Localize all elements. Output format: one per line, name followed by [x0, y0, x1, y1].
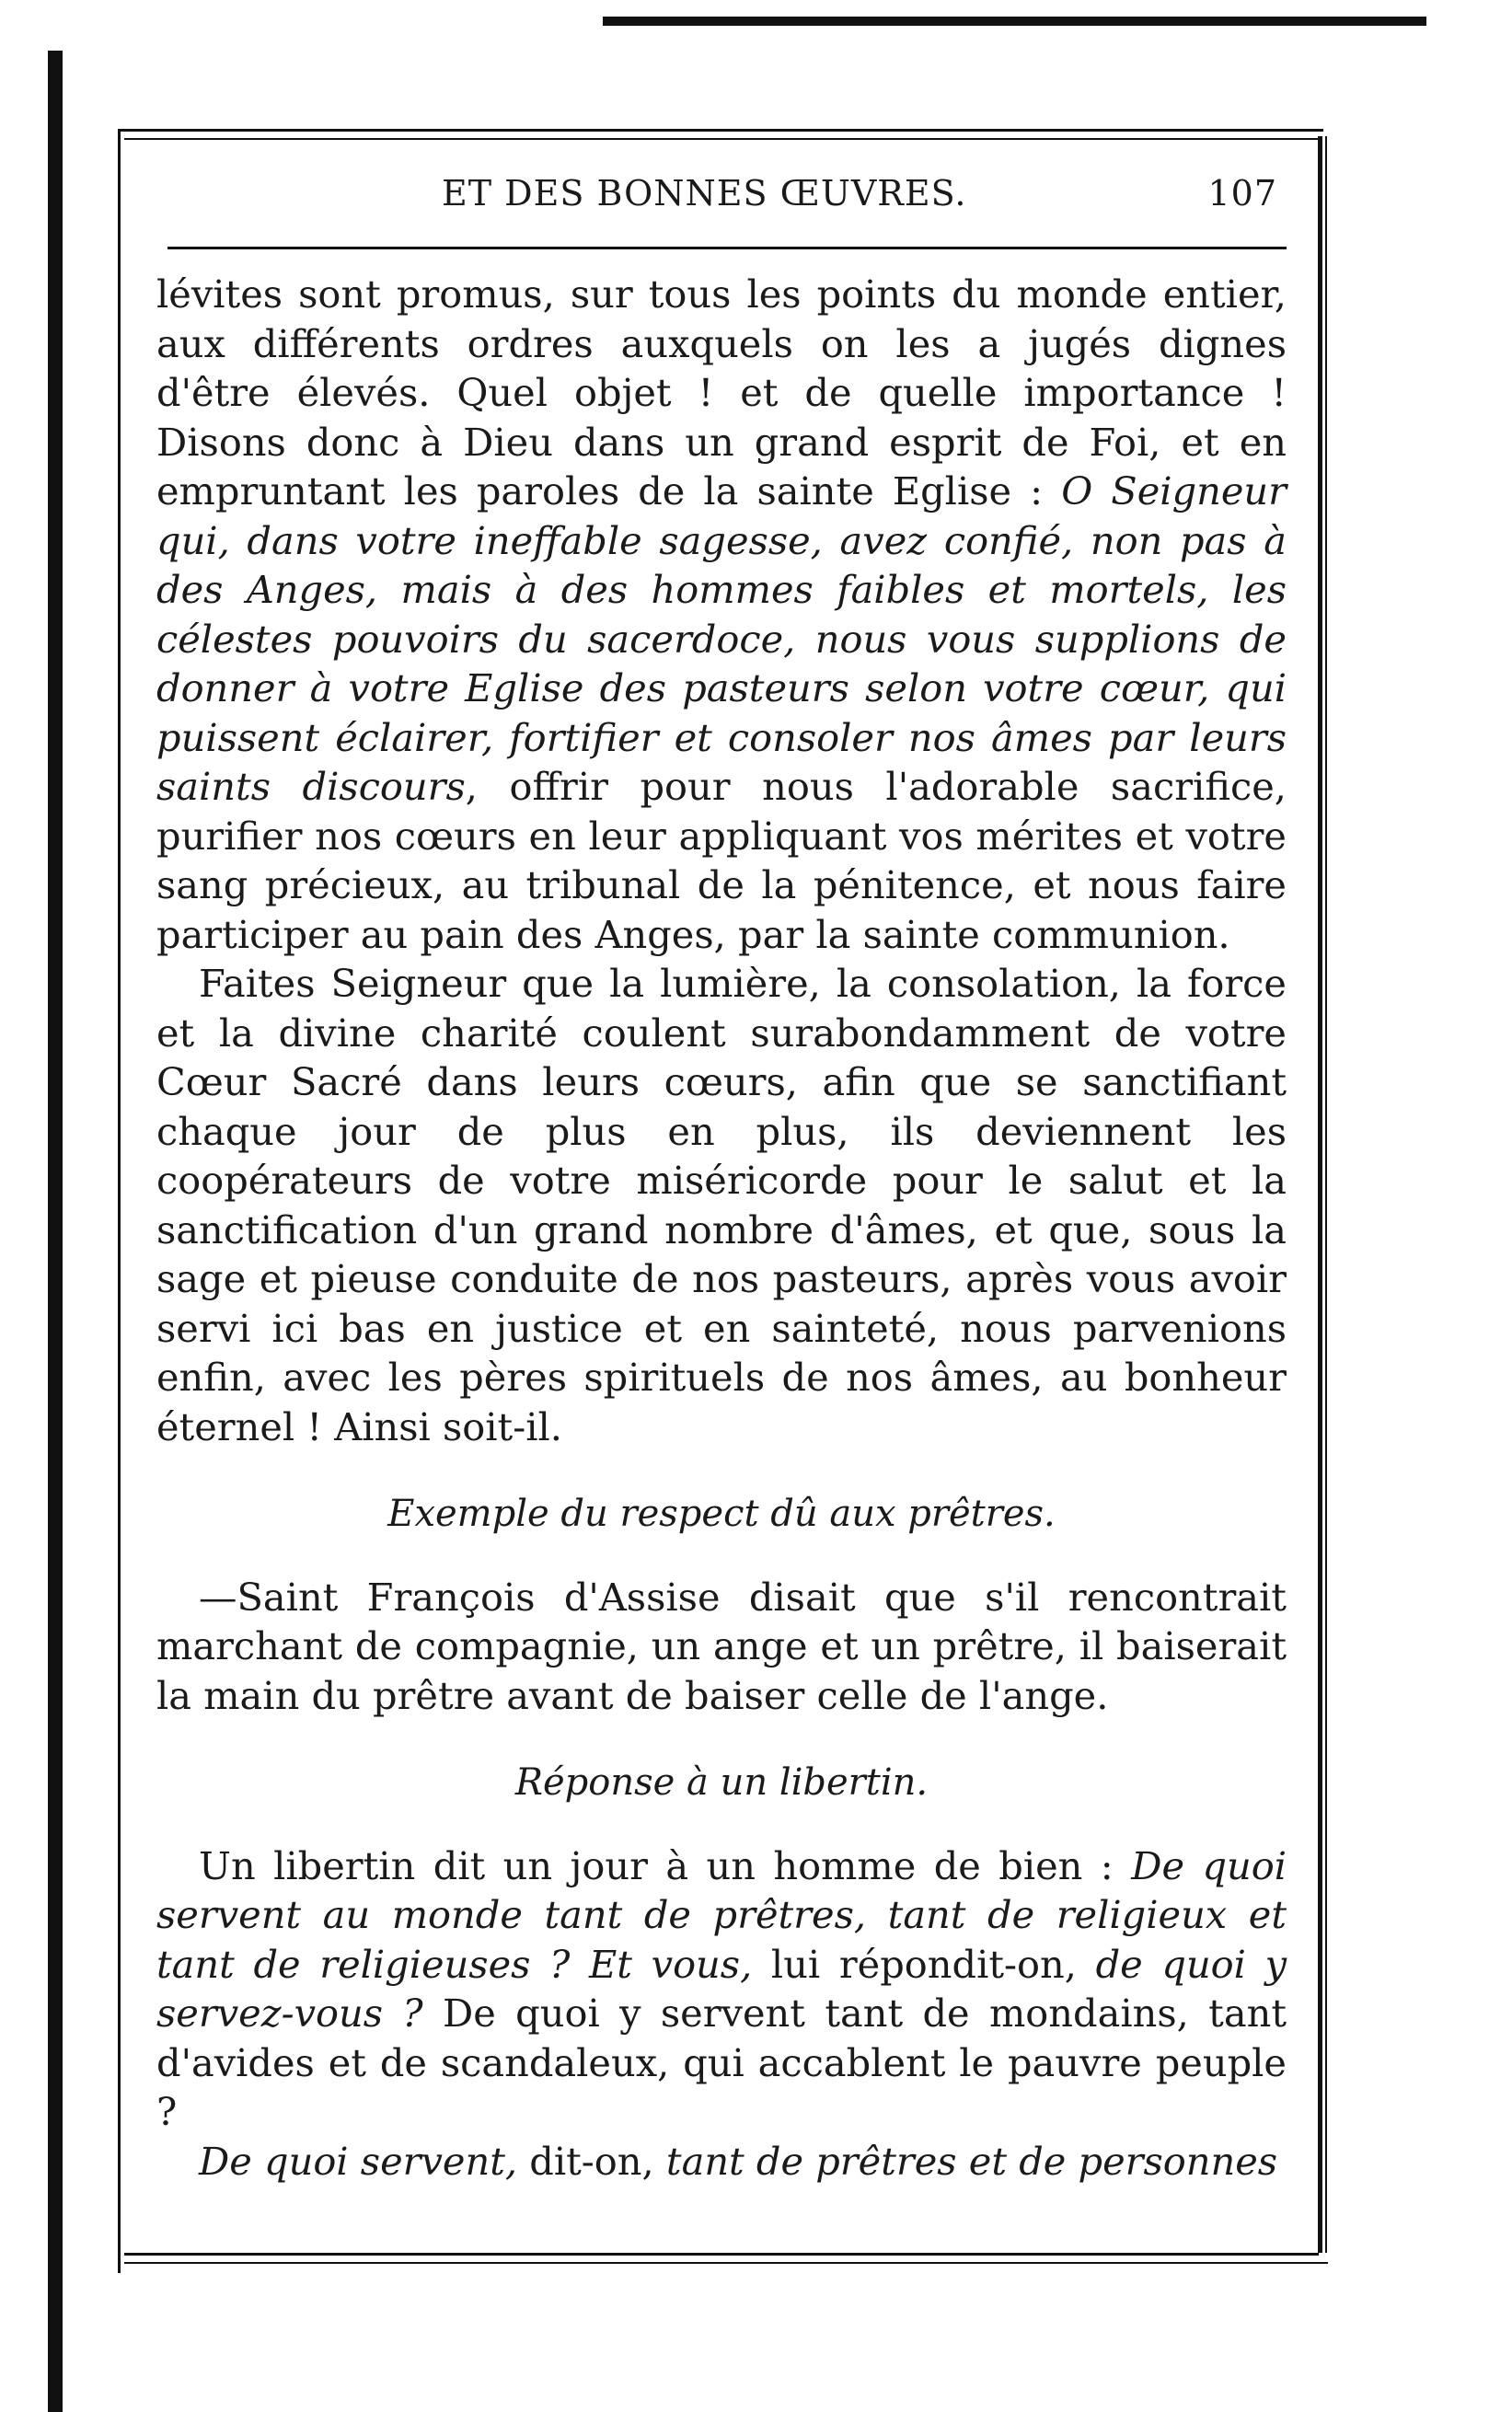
paragraph-1-text: lévites sont promus, sur tous les points du monde entier, aux différents ordres auxquels on les a jugés dignes d'être élevés. Quel objet ! et de quelle importance ! Disons donc à Dieu dans un grand esprit de Foi, et en empruntant les paroles de la sainte Eglise :	[156, 271, 1287, 514]
frame-top-rule	[120, 129, 1323, 132]
p4-f: de quoi y servez-vous ?	[156, 1941, 1287, 2036]
p4-a: Un libertin dit un jour à un homme de bien :	[199, 1842, 1132, 1888]
p4-d: Et vous,	[589, 1941, 753, 1987]
running-title: ET DES BONNES ŒUVRES.	[442, 173, 967, 214]
section-title-response: Réponse à un libertin.	[514, 1761, 929, 1804]
header-rule	[167, 247, 1287, 249]
paragraph-1-tail: , offrir pour nous l'adorable sacrifice, purifier nos cœurs en leur appliquant vos mérites et votre sang précieux, au tribunal de la pénitence, et nous faire participer au pain des Anges, par la sainte communion.	[156, 764, 1287, 957]
page-number: 107	[1207, 173, 1277, 214]
frame-bottom-rule-inner	[124, 2262, 1328, 2264]
p4-e: lui répondit-on,	[752, 1941, 1096, 1987]
paragraph-4	[156, 1841, 1287, 2137]
book-page	[147, 173, 1287, 2186]
p5-a: De quoi servent,	[199, 2138, 518, 2184]
frame-bottom-rule	[124, 2253, 1319, 2256]
top-edge-rule	[603, 17, 1426, 26]
frame-left-rule	[118, 129, 121, 2273]
paragraph-3: —Saint François d'Assise disait que s'il rencontrait marchant de compagnie, un ange et un prêtre, il baiserait la main du prêtre avant de baiser celle de l'ange.	[156, 1574, 1287, 1718]
p4-b: De quoi servent au monde tant de prêtres, tant de religieux et tant de religieuses ?	[156, 1842, 1287, 1987]
p4-g: De quoi y servent tant de mondains, tant d'avides et de scandaleux, qui accablent le pauvre peuple ?	[156, 1991, 1287, 2134]
section-title-example: Exemple du respect dû aux prêtres.	[387, 1493, 1056, 1535]
page-body	[147, 270, 1287, 2186]
binding-edge	[48, 51, 63, 2412]
frame-right-rule-inner	[1325, 136, 1327, 2253]
paragraph-2: Faites Seigneur que la lumière, la consolation, la force et la divine charité coulent surabondamment de votre Cœur Sacré dans leurs cœurs, afin que se sanctifiant chaque jour de plus en plus, ils deviennent les coopérateurs de votre miséricorde pour le salut et la sanctification d'un grand nombre d'âmes, et que, sous la sage et pieuse conduite de nos pasteurs, après vous avoir servi ici bas en justice et en sainteté, nous parvenions enfin, avec les pères spirituels de nos âmes, au bonheur éternel ! Ainsi soit-il.	[156, 961, 1287, 1449]
paragraph-1	[156, 270, 1287, 959]
running-head	[147, 173, 1287, 228]
p5-c: tant de prêtres et de personnes	[665, 2138, 1278, 2184]
paragraph-1-prayer: O Seigneur qui, dans votre ineffable sagesse, avez confié, non pas à des Anges, mais à des hommes faibles et mortels, les célestes pouvoirs du sacerdoce, nous vous supplions de donner à votre Eglise des pasteurs selon votre cœur, qui puissent éclairer, fortifier et consoler nos âmes par leurs saints discours	[156, 468, 1287, 809]
p4-c	[570, 1942, 589, 1987]
p5-b: dit-on,	[517, 2138, 666, 2184]
paragraph-5	[156, 2137, 1287, 2187]
frame-top-rule-inner	[124, 138, 1319, 140]
frame-right-rule	[1318, 136, 1322, 2253]
